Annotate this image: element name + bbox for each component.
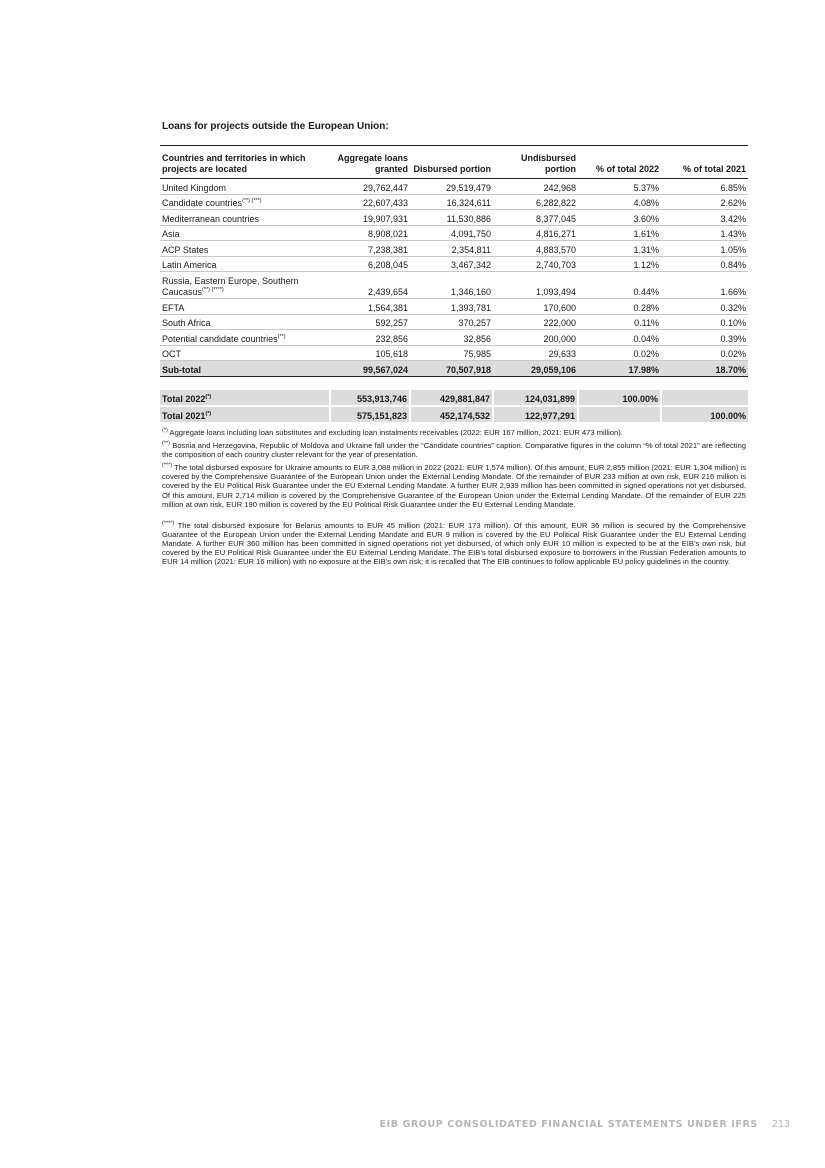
pct-2021-cell: 0.32% <box>661 299 748 315</box>
table-row <box>160 241 748 257</box>
aggregate-cell: 105,618 <box>330 345 410 361</box>
undisbursed-cell: 2,740,703 <box>493 256 578 272</box>
total-2022-disbursed: 429,881,847 <box>410 390 493 406</box>
undisbursed-cell: 4,883,570 <box>493 241 578 257</box>
disbursed-cell: 11,530,886 <box>410 210 493 226</box>
total-2021-pct-2022 <box>578 406 661 423</box>
aggregate-cell: 7,238,381 <box>330 241 410 257</box>
subtotal-row <box>160 361 748 377</box>
table-row <box>160 345 748 361</box>
country-label: Asia <box>162 229 180 239</box>
country-label: Mediterranean countries <box>162 213 260 224</box>
footnote-mark: (**) (***) <box>242 198 262 204</box>
table-body <box>160 179 748 424</box>
column-header-pct-2021: % of total 2021 <box>661 151 748 179</box>
undisbursed-cell: 222,000 <box>493 314 578 330</box>
country-label: Latin America <box>162 260 217 270</box>
footnote-text: The total disbursed exposure for Belarus amounts to EUR 45 million (2021: EUR 173 million). Of this amount, EUR 36 million is secured by the Comprehensive Guarantee of the European Union under the External Lending Mandate and EUR 9 million is covered by the EU Political Risk Guarantee under the EU External Lending Mandate. A further EUR 360 million has been committed in signed operations not yet disbursed, of which only EUR 10 million is expected to be at the EIB’s own risk, but covered by the EU Political Risk Guarantee under the EU External Lending Mandate. The EIB’s total disbursed exposure to borrowers in the Russian Federation amounts to EUR 14 million (2021: EUR 16 million) with no exposure at the EIB’s own risk; it is recalled that The EIB continues to follow applicable EU policy guidelines in the country. <box>162 520 746 567</box>
disbursed-cell: 2,354,811 <box>410 241 493 257</box>
pct-2021-cell: 3.42% <box>661 210 748 226</box>
country-label: South Africa <box>162 318 211 328</box>
aggregate-cell: 232,856 <box>330 330 410 346</box>
pct-2021-cell: 1.66% <box>661 272 748 299</box>
country-label: Russia, Eastern Europe, Southern Caucasus <box>162 276 299 297</box>
undisbursed-cell: 6,282,822 <box>493 194 578 210</box>
pct-2021-cell: 0.84% <box>661 256 748 272</box>
pct-2021-cell: 6.85% <box>661 179 748 195</box>
pct-2021-cell: 0.39% <box>661 330 748 346</box>
pct-2021-cell: 1.43% <box>661 225 748 241</box>
table-heading: Loans for projects outside the European Union: <box>162 121 389 132</box>
disbursed-cell: 4,091,750 <box>410 225 493 241</box>
top-rule <box>160 145 748 146</box>
table-row <box>160 179 748 195</box>
country-name <box>160 210 330 226</box>
pct-2021-cell: 2.62% <box>661 194 748 210</box>
country-label: United Kingdom <box>162 182 227 193</box>
footnote-mark: (*) <box>162 427 168 434</box>
aggregate-cell: 22,607,433 <box>330 194 410 210</box>
table-row <box>160 272 748 299</box>
total-2022-name: Total 2022 <box>162 394 206 404</box>
footnote-text: The total disbursed exposure for Ukraine amounts to EUR 3,088 million in 2022 (2021: EUR 1,574 million). Of this amount, EUR 2,855 million (2021: EUR 1,304 million) is covered by the Comprehensive Guarantee of the European Union under the External Lending Mandate. Of the remainder of EUR 233 million at own risk, EUR 216 million is covered by the EU Political Risk Guarantee under the EU External Lending Mandate. A further EUR 2,939 million has been committed in signed operations not yet disbursed. Of this amount, EUR 2,714 million is covered by the Comprehensive Guarantee of the European Union under the External Lending Mandate. Of the remainder of EUR 225 million at own risk, EUR 190 million is covered by the EU Political Risk Guarantee under the EU External Lending Mandate. <box>162 463 746 509</box>
table-row <box>160 299 748 315</box>
footnote <box>162 521 746 566</box>
footnote-mark: (*) <box>205 394 212 400</box>
subtotal-pct-2021: 18.70% <box>661 361 748 377</box>
aggregate-cell: 6,208,045 <box>330 256 410 272</box>
footnote-text: Bosnia and Herzegovina, Republic of Moldova and Ukraine fall under the “Candidate countries” caption. Comparative figures in the column “% of total 2021” are reflecting the composition of each country cluster relevant for the year of presentation. <box>162 441 746 460</box>
column-header-disbursed: Disbursed portion <box>410 151 493 179</box>
pct-2022-cell: 1.12% <box>578 256 661 272</box>
footnotes <box>162 428 746 570</box>
pct-2022-cell: 0.04% <box>578 330 661 346</box>
table-header-row <box>160 151 748 179</box>
undisbursed-cell: 8,377,045 <box>493 210 578 226</box>
pct-2022-cell: 0.28% <box>578 299 661 315</box>
page-number: 213 <box>771 1119 790 1130</box>
subtotal-undisbursed: 29,059,106 <box>493 361 578 377</box>
country-name <box>160 345 330 361</box>
country-name <box>160 225 330 241</box>
total-2022-pct-2022: 100.00% <box>578 390 661 406</box>
spacer-cell <box>160 377 748 391</box>
pct-2022-cell: 0.44% <box>578 272 661 299</box>
aggregate-cell: 2,439,654 <box>330 272 410 299</box>
aggregate-cell: 592,257 <box>330 314 410 330</box>
country-name <box>160 241 330 257</box>
footnote-mark: (**) <box>162 440 170 447</box>
country-name <box>160 314 330 330</box>
table-row <box>160 194 748 210</box>
aggregate-cell: 8,908,021 <box>330 225 410 241</box>
country-name <box>160 194 330 210</box>
total-2022-undisbursed: 124,031,899 <box>493 390 578 406</box>
footnote-mark: (**) (****) <box>202 287 224 293</box>
total-2021-label <box>160 406 330 423</box>
table-row <box>160 210 748 226</box>
table-row <box>160 256 748 272</box>
total-2021-disbursed: 452,174,532 <box>410 406 493 423</box>
pct-2022-cell: 1.31% <box>578 241 661 257</box>
total-2022-pct-2021 <box>661 390 748 406</box>
disbursed-cell: 370,257 <box>410 314 493 330</box>
country-label: ACP States <box>162 244 209 255</box>
table-row <box>160 314 748 330</box>
column-header-aggregate: Aggregate loans granted <box>330 151 410 179</box>
page-footer <box>380 1119 791 1130</box>
column-header-undisbursed: Undisbursed portion <box>493 151 578 179</box>
disbursed-cell: 1,346,160 <box>410 272 493 299</box>
pct-2022-cell: 0.02% <box>578 345 661 361</box>
disbursed-cell: 16,324,611 <box>410 194 493 210</box>
footnote <box>162 441 746 459</box>
pct-2022-cell: 5.37% <box>578 179 661 195</box>
disbursed-cell: 29,519,479 <box>410 179 493 195</box>
undisbursed-cell: 170,600 <box>493 299 578 315</box>
aggregate-cell: 1,564,381 <box>330 299 410 315</box>
table-row <box>160 330 748 346</box>
undisbursed-cell: 200,000 <box>493 330 578 346</box>
disbursed-cell: 32,856 <box>410 330 493 346</box>
footnote-text: Aggregate loans including loan substitutes and excluding loan instalments receivables (2022: EUR 167 million, 2021: EUR 473 million). <box>169 428 623 437</box>
undisbursed-cell: 1,093,494 <box>493 272 578 299</box>
country-label: OCT <box>162 349 181 359</box>
total-2021-name: Total 2021 <box>162 411 206 421</box>
pct-2021-cell: 0.10% <box>661 314 748 330</box>
country-name <box>160 256 330 272</box>
total-2021-aggregate: 575,151,823 <box>330 406 410 423</box>
pct-2022-cell: 1.61% <box>578 225 661 241</box>
pct-2021-cell: 1.05% <box>661 241 748 257</box>
subtotal-label: Sub-total <box>160 361 330 377</box>
total-2021-undisbursed: 122,977,291 <box>493 406 578 423</box>
disbursed-cell: 75,985 <box>410 345 493 361</box>
undisbursed-cell: 29,633 <box>493 345 578 361</box>
total-2022-row <box>160 390 748 406</box>
total-2021-pct-2021: 100.00% <box>661 406 748 423</box>
total-2021-row <box>160 406 748 423</box>
footnote-mark: (****) <box>162 520 175 527</box>
pct-2022-cell: 0.11% <box>578 314 661 330</box>
subtotal-disbursed: 70,507,918 <box>410 361 493 377</box>
country-name <box>160 330 330 346</box>
table-row <box>160 225 748 241</box>
disbursed-cell: 1,393,781 <box>410 299 493 315</box>
total-2022-label <box>160 390 330 406</box>
footer-title: EIB GROUP CONSOLIDATED FINANCIAL STATEMENTS UNDER IFRS <box>379 1119 758 1130</box>
total-2022-aggregate: 553,913,746 <box>330 390 410 406</box>
disbursed-cell: 3,467,342 <box>410 256 493 272</box>
country-label: EFTA <box>162 302 185 313</box>
country-name <box>160 179 330 195</box>
subtotal-aggregate: 99,567,024 <box>330 361 410 377</box>
footnote <box>162 428 746 437</box>
footnote <box>162 463 746 508</box>
aggregate-cell: 19,907,931 <box>330 210 410 226</box>
country-name <box>160 272 330 299</box>
aggregate-cell: 29,762,447 <box>330 179 410 195</box>
country-label: Potential candidate countries <box>162 333 278 344</box>
country-name <box>160 299 330 315</box>
footnote-mark: (*) <box>205 411 212 417</box>
country-label: Candidate countries <box>162 198 243 208</box>
column-header-countries: Countries and territories in which projects are located <box>160 151 330 179</box>
pct-2022-cell: 3.60% <box>578 210 661 226</box>
pct-2022-cell: 4.08% <box>578 194 661 210</box>
undisbursed-cell: 4,816,271 <box>493 225 578 241</box>
column-header-pct-2022: % of total 2022 <box>578 151 661 179</box>
subtotal-pct-2022: 17.98% <box>578 361 661 377</box>
footnote-mark: (**) <box>277 333 286 340</box>
loans-table <box>160 151 748 424</box>
spacer-row <box>160 377 748 391</box>
pct-2021-cell: 0.02% <box>661 345 748 361</box>
undisbursed-cell: 242,968 <box>493 179 578 195</box>
footnote-mark: (***) <box>162 462 173 469</box>
